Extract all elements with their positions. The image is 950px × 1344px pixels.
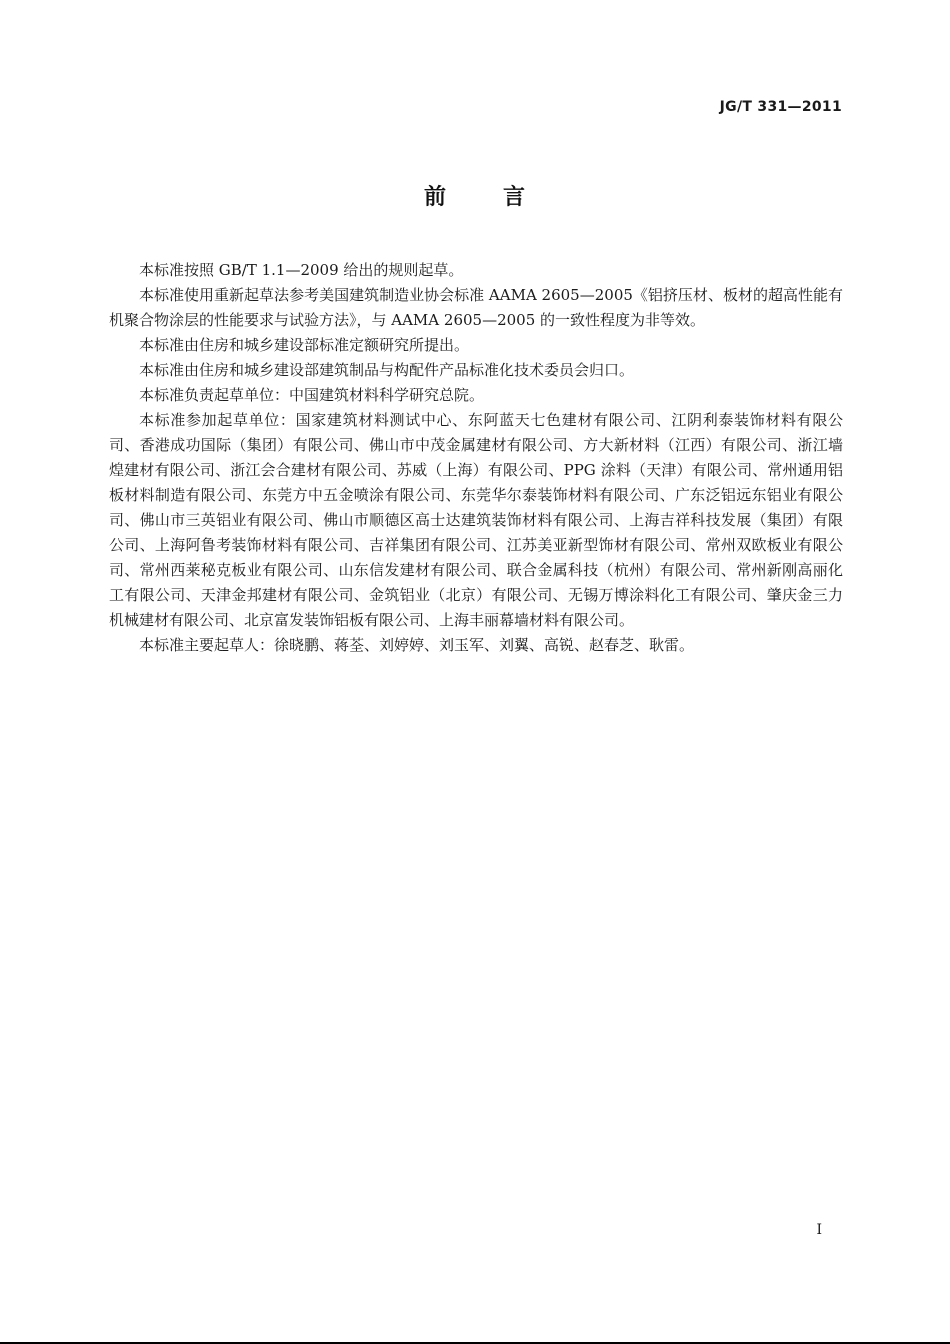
document-code: JG/T 331—2011 <box>719 99 842 115</box>
foreword-body <box>109 258 843 658</box>
paragraph-reference-standard: 本标准使用重新起草法参考美国建筑制造业协会标准 AAMA 2605—2005《铝挤压材、板材的超高性能有机聚合物涂层的性能要求与试验方法》，与 AAMA 2605—2005 的一致性程度为非等效。 <box>109 286 843 329</box>
title-char-1: 前 <box>423 185 447 210</box>
title-char-2: 言 <box>503 185 527 210</box>
paragraph-proposer: 本标准由住房和城乡建设部标准定额研究所提出。 <box>139 336 470 354</box>
paragraph-drafting-rules: 本标准按照 GB/T 1.1—2009 给出的规则起草。 <box>139 261 464 279</box>
paragraph-main-drafting-unit: 本标准负责起草单位：中国建筑材料科学研究总院。 <box>139 386 485 404</box>
paragraph-participating-units: 本标准参加起草单位：国家建筑材料测试中心、东阿蓝天七色建材有限公司、江阴利泰装饰材料有限公司、香港成功国际（集团）有限公司、佛山市中茂金属建材有限公司、方大新材料（江西）有限公司、浙江墙煌建材有限公司、浙江会合建材有限公司、苏威（上海）有限公司、PPG 涂料（天津）有限公司、常州通用铝板材料制造有限公司、东莞方中五金喷涂有限公司、东莞华尔泰装饰材料有限公司、广东泛铝远东铝业有限公司、佛山市三英铝业有限公司、佛山市顺德区高士达建筑装饰材料有限公司、上海吉祥科技发展（集团）有限公司、上海阿鲁考装饰材料有限公司、吉祥集团有限公司、江苏美亚新型饰材有限公司、常州双欧板业有限公司、常州西莱秘克板业有限公司、山东信发建材有限公司、联合金属科技（杭州）有限公司、常州新刚高丽化工有限公司、天津金邦建材有限公司、金筑铝业（北京）有限公司、无锡万博涂料化工有限公司、肇庆金三力机械建材有限公司、北京富发装饰铝板有限公司、上海丰丽幕墙材料有限公司。 <box>109 411 843 629</box>
page-number: I <box>816 1222 822 1238</box>
paragraph-main-drafters: 本标准主要起草人：徐晓鹏、蒋荃、刘婷婷、刘玉军、刘翼、高锐、赵春芝、耿雷。 <box>139 636 695 654</box>
paragraph-centralized-unit: 本标准由住房和城乡建设部建筑制品与构配件产品标准化技术委员会归口。 <box>139 361 635 379</box>
page-title <box>0 180 950 211</box>
